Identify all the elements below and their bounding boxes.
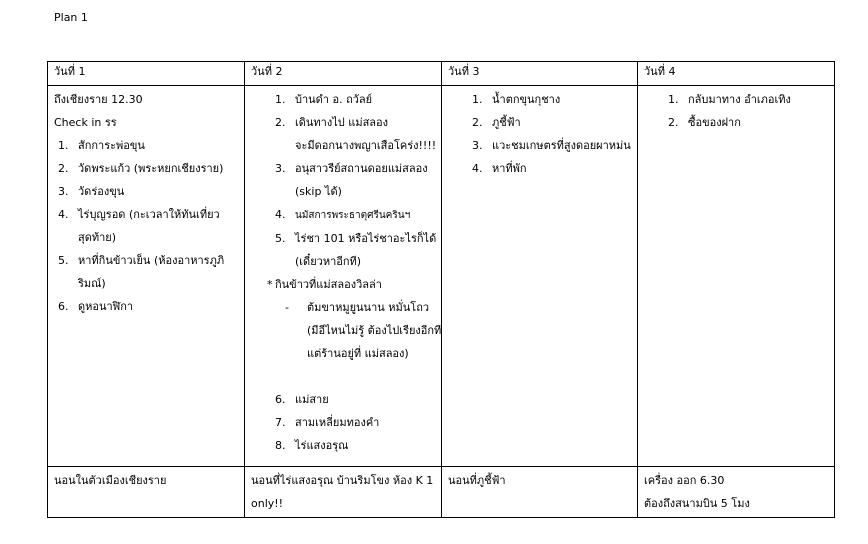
day-2-footer-text: นอนที่ไร่แสงอรุณ บ้านริมโขง ห้อง K 1	[251, 474, 434, 487]
day-4-footer-text: เครื่อง ออก 6.30	[644, 474, 725, 487]
list-text: วัดพระแก้ว (พระหยกเชียงราย)	[78, 162, 224, 175]
day-2-footer-text-cont: only!!	[251, 497, 284, 510]
dash-bullet: -	[285, 301, 289, 314]
list-text-cont: จะมีดอกนางพญาเสือโคร่ง!!!!	[295, 139, 437, 152]
itinerary-table	[47, 61, 835, 518]
list-text: น้ำตกขุนกุชาง	[492, 93, 561, 106]
list-item	[251, 388, 435, 411]
list-text: วัดร่องขุน	[78, 185, 125, 198]
list-number: 3.	[275, 162, 286, 175]
list-item	[251, 411, 435, 434]
list-text: เดินทางไป แม่สลอง	[295, 116, 389, 129]
list-text: แวะชมเกษตรที่สูงดอยผาหม่น	[492, 139, 631, 152]
lunch-note	[251, 273, 435, 296]
asterisk-mark: *	[267, 278, 273, 291]
day-3-footer	[442, 467, 638, 518]
list-item	[54, 134, 238, 157]
list-text: ไร่ชา 101 หรือไร่ชาอะไรก็ได้	[295, 232, 437, 245]
day-1-activities	[48, 86, 245, 467]
day-1-footer-text: นอนในตัวเมืองเชียงราย	[54, 474, 167, 487]
day-4-activities	[638, 86, 835, 467]
list-item	[54, 203, 238, 249]
list-text: กลับมาทาง อำเภอเทิง	[688, 93, 791, 106]
list-number: 5.	[58, 254, 69, 267]
day-1-footer	[48, 467, 245, 518]
list-text-cont: ริมณ์)	[78, 277, 106, 290]
day-4-header: วันที่ 4	[638, 62, 835, 86]
day-4-list	[644, 88, 828, 134]
day-2-list-a	[251, 88, 435, 273]
day-3-activities	[442, 86, 638, 467]
list-text: แม่สาย	[295, 393, 329, 406]
plan-title: Plan 1	[54, 11, 88, 24]
list-number: 2.	[58, 162, 69, 175]
list-text: สักการะพ่อขุน	[78, 139, 145, 152]
list-item	[54, 157, 238, 180]
activities-row	[48, 86, 835, 467]
list-item	[251, 227, 435, 273]
lunch-detail	[251, 296, 442, 365]
list-number: 7.	[275, 416, 286, 429]
list-item	[251, 434, 435, 457]
list-text-cont: สุดท้าย)	[78, 231, 117, 244]
list-item	[251, 203, 435, 227]
lunch-detail-line: แต่ร้านอยู่ที่ แม่สลอง)	[307, 347, 409, 360]
list-text: สามเหลี่ยมทองคำ	[295, 416, 380, 429]
list-text: ไร่แสงอรุณ	[295, 439, 349, 452]
list-number: 4.	[275, 208, 286, 221]
list-number: 1.	[472, 93, 483, 106]
list-text: อนุสาวรีย์สถานดอยแม่สลอง	[295, 162, 428, 175]
list-text-cont: (skip ได้)	[295, 185, 342, 198]
list-item	[251, 111, 435, 157]
list-number: 6.	[58, 300, 69, 313]
list-item	[54, 249, 238, 295]
list-number: 1.	[668, 93, 679, 106]
list-text: บ้านดำ อ. ถวัลย์	[295, 93, 373, 106]
list-text-cont: (เดี๋ยวหาอีกที)	[295, 255, 362, 268]
lunch-detail-line: (มีอีไหนไม่รู้ ต้องไปเรียงอีกที	[307, 324, 442, 337]
list-text: ซื้อของฝาก	[688, 116, 741, 129]
day-2-list-b	[251, 388, 435, 457]
list-number: 8.	[275, 439, 286, 452]
list-item	[448, 111, 631, 134]
list-number: 5.	[275, 232, 286, 245]
day-3-footer-text: นอนที่ภูชี้ฟ้า	[448, 474, 506, 487]
list-item	[644, 88, 828, 111]
list-text: นมัสการพระธาตุศรีนครินฯ	[295, 210, 411, 221]
list-item	[448, 157, 631, 180]
list-number: 2.	[275, 116, 286, 129]
list-number: 6.	[275, 393, 286, 406]
list-text: หาที่กินข้าวเย็น (ห้องอาหารภูภิ	[78, 254, 225, 267]
day-1-list	[54, 134, 238, 318]
day-2-footer	[245, 467, 442, 518]
list-item	[54, 180, 238, 203]
list-item	[448, 88, 631, 111]
day-2-header: วันที่ 2	[245, 62, 442, 86]
list-item	[251, 88, 435, 111]
list-item	[448, 134, 631, 157]
day-4-footer	[638, 467, 835, 518]
list-number: 2.	[472, 116, 483, 129]
list-text: หาที่พัก	[492, 162, 527, 175]
day-3-header: วันที่ 3	[442, 62, 638, 86]
list-number: 1.	[275, 93, 286, 106]
day-2-activities	[245, 86, 442, 467]
list-text: ดูหอนาฬิกา	[78, 300, 134, 313]
day-1-arrival: ถึงเชียงราย 12.30	[54, 93, 143, 106]
accommodation-row	[48, 467, 835, 518]
list-number: 4.	[58, 208, 69, 221]
header-row	[48, 62, 835, 86]
spacer	[251, 365, 435, 388]
day-1-header: วันที่ 1	[48, 62, 245, 86]
day-4-footer-text-cont: ต้องถึงสนามบิน 5 โมง	[644, 497, 750, 510]
list-item	[251, 157, 435, 203]
list-item	[54, 295, 238, 318]
list-item	[644, 111, 828, 134]
list-number: 3.	[58, 185, 69, 198]
list-number: 3.	[472, 139, 483, 152]
list-number: 4.	[472, 162, 483, 175]
list-number: 1.	[58, 139, 69, 152]
day-3-list	[448, 88, 631, 180]
day-1-checkin: Check in รร	[54, 116, 117, 129]
list-text: ภูชี้ฟ้า	[492, 116, 521, 129]
list-number: 2.	[668, 116, 679, 129]
lunch-detail-line: ต้มขาหมูยูนนาน หมั่นโถว	[307, 301, 430, 314]
lunch-note-text: กินข้าวที่แม่สลองวิลล่า	[275, 278, 382, 291]
list-text: ไร่บุญรอด (กะเวลาให้ทันเที่ยว	[78, 208, 220, 221]
